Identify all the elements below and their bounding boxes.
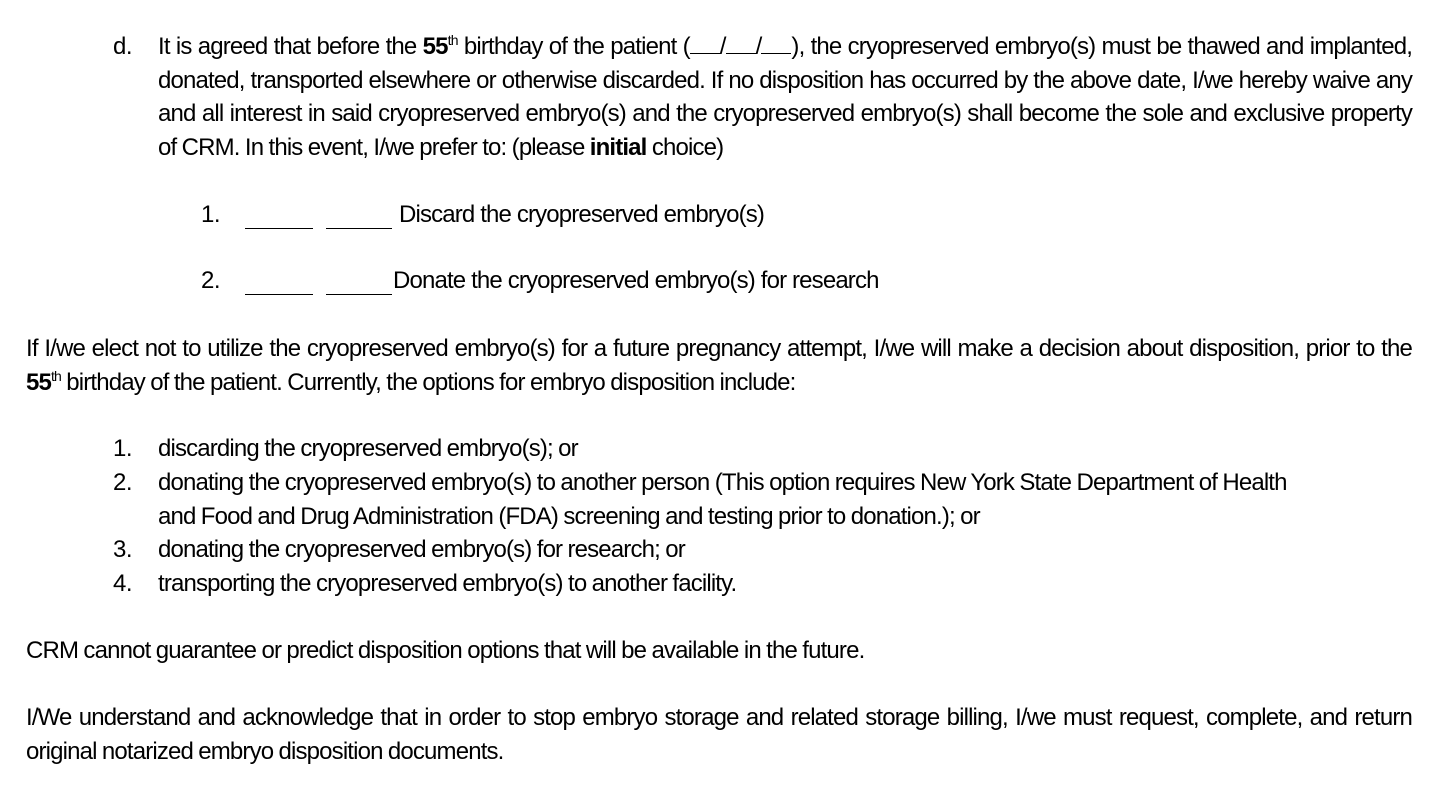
elect-paragraph — [26, 332, 1412, 399]
item-d-initial-bold: initial — [589, 133, 647, 161]
elect-age-suffix: th — [51, 367, 61, 384]
choice-2-label: Donate the cryopreserved embryo(s) for research — [393, 267, 879, 294]
choice-1-initial-blank-b[interactable] — [326, 228, 392, 229]
item-d-marker: d. — [113, 33, 133, 60]
date-blank-year[interactable] — [761, 33, 791, 54]
item-d-text-4: choice) — [646, 133, 724, 161]
date-blank-day[interactable] — [726, 33, 756, 54]
option-3-text: donating the cryopreserved embryo(s) for research; or — [158, 536, 685, 563]
option-4-text: transporting the cryopreserved embryo(s) to another facility. — [158, 570, 737, 597]
option-1-text: discarding the cryopreserved embryo(s); or — [158, 435, 578, 462]
item-d-text-3: ), the cryopreserved embryo(s) must be thawed and implanted, donated, transported elsewhere or otherwise discarded. If no disposition has occurred by the above date, I/we hereby waive any and all interest in said cryopreserved embryo(s) and the cryopreserved embryo(s) shall become the sole and exclusive property of CRM. In this event, I/we prefer to: (please — [158, 33, 1413, 161]
item-d-text-1: It is agreed that before the — [158, 33, 423, 60]
option-2-number: 2. — [113, 469, 133, 496]
choice-2-number: 2. — [201, 267, 221, 294]
date-separator-2: / — [755, 33, 762, 60]
item-d-paragraph — [158, 30, 1412, 164]
elect-age-bold: 55 — [26, 368, 51, 396]
option-2-text-line-1: donating the cryopreserved embryo(s) to another person (This option requires New York State Department of Health — [158, 469, 1287, 496]
date-blank-month[interactable] — [690, 33, 720, 54]
option-4-number: 4. — [113, 570, 133, 597]
guarantee-paragraph: CRM cannot guarantee or predict disposition options that will be available in the future. — [26, 637, 865, 664]
storage-paragraph: I/We understand and acknowledge that in order to stop embryo storage and related storage billing, I/we must request, complete, and return original notarized embryo disposition documents. — [26, 704, 1412, 765]
elect-text-2: birthday of the patient. Currently, the options for embryo disposition include: — [60, 368, 796, 396]
item-d-age-suffix: th — [447, 32, 458, 48]
choice-2-initial-blank-b[interactable] — [326, 294, 392, 295]
choice-1-number: 1. — [201, 201, 221, 228]
date-separator-1: / — [719, 33, 726, 60]
elect-text-1: If I/we elect not to utilize the cryopreserved embryo(s) for a future pregnancy attempt, I/we will make a decision about disposition, prior to the — [26, 335, 1412, 362]
choice-2-initial-blank-a[interactable] — [245, 294, 313, 295]
option-2-text-line-2: and Food and Drug Administration (FDA) screening and testing prior to donation.); or — [158, 503, 980, 530]
choice-1-label: Discard the cryopreserved embryo(s) — [399, 201, 765, 228]
item-d-age-bold: 55 — [422, 33, 448, 60]
item-d-text-2: birthday of the patient ( — [457, 33, 690, 60]
option-3-number: 3. — [113, 536, 133, 563]
choice-1-initial-blank-a[interactable] — [245, 228, 313, 229]
option-1-number: 1. — [113, 435, 133, 462]
